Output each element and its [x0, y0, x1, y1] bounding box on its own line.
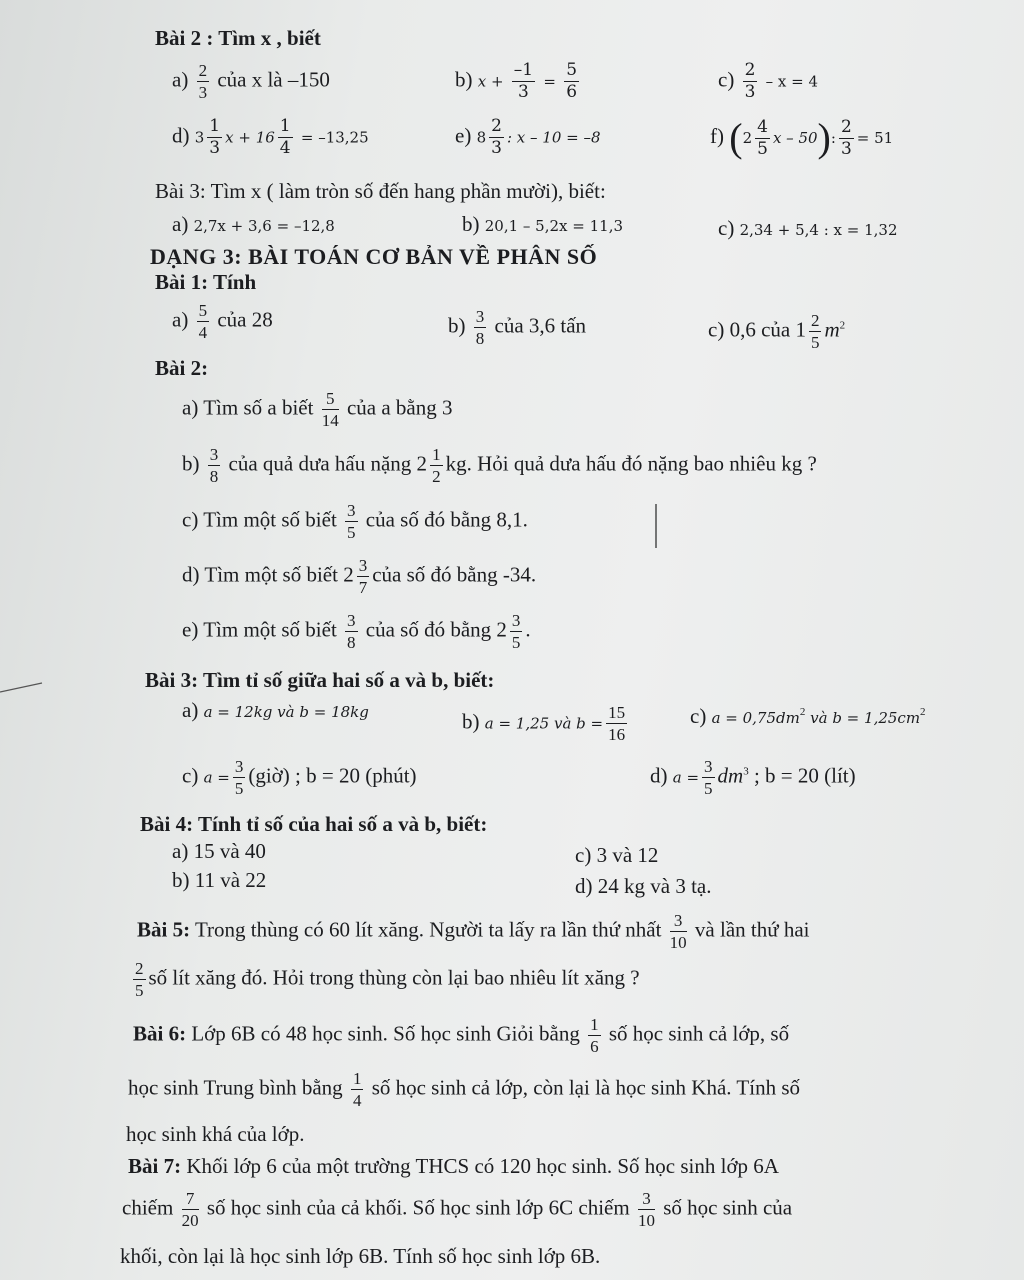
- fraction: $\frac{15}{16}$: [608, 703, 626, 744]
- item-text: của 3,6 tấn: [494, 313, 587, 338]
- fraction: $\frac{5}{14}$: [321, 389, 339, 430]
- math-text: a = 1,25 và b =: [484, 714, 604, 733]
- item-label: f): [710, 123, 724, 148]
- ex2-a: [172, 62, 330, 101]
- item-text: số học sinh cả lớp, còn lại là học sinh Khá. Tính số: [371, 1075, 801, 1100]
- exponent: 2: [839, 319, 846, 332]
- math-text: a =: [203, 768, 230, 787]
- item-label: c): [718, 67, 735, 92]
- math-text: : x – 10 = –8: [506, 128, 601, 147]
- math-text: = 51: [856, 128, 894, 147]
- t2-title: Bài 2:: [155, 356, 209, 380]
- fraction: $\frac{1}{2}$: [432, 445, 441, 486]
- item-text: số lít xăng đó. Hỏi trong thùng còn lại bao nhiêu lít xăng ?: [148, 965, 640, 990]
- item-text: .: [525, 617, 531, 642]
- t7-line-1: [128, 1156, 779, 1177]
- exercise-head: Bài 5:: [137, 917, 191, 942]
- item-label: c): [718, 216, 735, 240]
- math-text: x +: [477, 72, 504, 91]
- exercise-head: Bài 6:: [133, 1021, 187, 1046]
- item-label: d): [182, 562, 200, 587]
- item-text: kg. Hỏi quả dưa hấu đó nặng bao nhiêu kg ?: [445, 451, 817, 476]
- math-text: = –13,25: [300, 128, 369, 147]
- ex2-b: [455, 62, 582, 101]
- t1-c: [708, 312, 845, 351]
- fraction: $\frac{1}{4}$: [352, 1069, 362, 1110]
- item-label: b): [455, 67, 473, 92]
- item-label: b): [462, 212, 480, 236]
- t3-title: Bài 3: Tìm tỉ số giữa hai số a và b, biết:: [145, 668, 495, 692]
- fraction: $\frac{3}{10}$: [669, 911, 687, 952]
- fraction: $\frac{2}{3}$: [491, 116, 502, 158]
- section-heading: DẠNG 3: BÀI TOÁN CƠ BẢN VỀ PHÂN SỐ: [150, 244, 598, 269]
- fraction: $\frac{7}{20}$: [181, 1189, 199, 1230]
- item-label: c): [690, 704, 707, 728]
- t2-a: [182, 390, 452, 429]
- item-text: (giờ) ; b = 20 (phút): [248, 763, 417, 788]
- fraction: $\frac{3}{5}$: [234, 757, 244, 798]
- item-label: d): [650, 763, 668, 788]
- fraction: $\frac{3}{8}$: [347, 611, 356, 652]
- exponent: 3: [743, 765, 749, 778]
- exponent: 2: [920, 706, 926, 718]
- t4-c: c) 3 và 12: [575, 843, 659, 867]
- item-label: a): [182, 698, 199, 722]
- item-text: của a bằng 3: [346, 395, 453, 420]
- exercise-head: Bài 7:: [128, 1154, 182, 1178]
- t3-b: [462, 704, 630, 743]
- item-text: học sinh Trung bình bằng: [128, 1075, 343, 1100]
- item-text: ; b = 20 (lít): [748, 763, 856, 788]
- ex2-d: [172, 118, 369, 157]
- item-text: chiếm: [122, 1195, 174, 1220]
- item-label: b): [182, 451, 200, 476]
- item-text: Khối lớp 6 của một trường THCS có 120 học sinh. Số học sinh lớp 6A: [186, 1154, 779, 1178]
- item-text: và lần thứ hai: [694, 917, 810, 942]
- fraction: $\frac{1}{3}$: [209, 116, 221, 158]
- t3-d: [650, 758, 856, 797]
- item-text: của 28: [217, 307, 273, 332]
- ex3-a: [172, 214, 335, 235]
- math-text: x – 50: [772, 128, 818, 147]
- t6-line-2: [128, 1070, 800, 1109]
- unit: m: [824, 317, 840, 342]
- item-text: của số đó bằng 8,1.: [365, 507, 528, 532]
- t6-line-3: học sinh khá của lớp.: [126, 1122, 305, 1146]
- item-text: Lớp 6B có 48 học sinh. Số học sinh Giỏi bằng: [191, 1021, 580, 1046]
- math-text: 2,7x + 3,6 = –12,8: [193, 217, 335, 235]
- t5-line-2: [130, 960, 640, 999]
- item-label: a): [172, 67, 189, 92]
- t2-c: [182, 502, 528, 541]
- math-text: 2: [742, 128, 753, 147]
- fraction: $\frac{2}{3}$: [840, 116, 852, 159]
- fraction: $\frac{2}{5}$: [135, 959, 144, 1000]
- item-label: c): [182, 507, 199, 532]
- item-label: e): [182, 617, 199, 642]
- item-label: a): [172, 212, 189, 236]
- t4-a: a) 15 và 40: [172, 839, 266, 863]
- t1-title: Bài 1: Tính: [155, 270, 257, 294]
- t4-d: d) 24 kg và 3 tạ.: [575, 874, 712, 898]
- ex2-c: [718, 62, 818, 101]
- item-text: số học sinh của: [663, 1195, 793, 1220]
- item-text: 0,6 của 1: [729, 317, 806, 342]
- item-label: e): [455, 123, 472, 148]
- math-text: a =: [672, 768, 700, 787]
- item-text: Tìm một số biết 2: [204, 562, 354, 587]
- item-text: của số đó bằng 2: [365, 617, 507, 642]
- item-text: Tìm một số biết: [203, 617, 337, 642]
- unit: dm: [717, 763, 744, 788]
- t4-title: Bài 4: Tính tỉ số của hai số a và b, biết:: [140, 812, 488, 836]
- math-text: 20,1 – 5,2x = 11,3: [484, 217, 624, 235]
- fraction: $\frac{3}{5}$: [347, 501, 356, 542]
- ex2-f: [710, 115, 894, 160]
- item-label: c): [182, 763, 199, 788]
- exercise-2-title: Bài 2 : Tìm x , biết: [155, 26, 321, 50]
- t2-d: [182, 557, 536, 596]
- t7-line-2: [122, 1190, 792, 1229]
- left-paren: (: [729, 115, 743, 160]
- item-text: số học sinh cả lớp, số: [608, 1021, 790, 1046]
- ex2-e: [455, 118, 601, 157]
- ex3-b: [462, 214, 623, 235]
- math-text: và b = 1,25cm: [805, 709, 921, 727]
- fraction: $\frac{3}{5}$: [511, 611, 521, 652]
- math-text: 2,34 + 5,4 : x = 1,32: [739, 221, 898, 239]
- ex3-c: [718, 218, 898, 239]
- t3-a: [182, 700, 369, 721]
- t2-e: [182, 612, 531, 651]
- fraction: $\frac{5}{6}$: [566, 60, 578, 102]
- math-text: :: [830, 128, 836, 147]
- item-text: của số đó bằng -34.: [372, 562, 537, 587]
- t7-line-3: khối, còn lại là học sinh lớp 6B. Tính số học sinh lớp 6B.: [120, 1244, 601, 1268]
- t1-b: [448, 308, 586, 347]
- item-text: của x là –150: [217, 67, 330, 92]
- fraction: $\frac{4}{5}$: [757, 116, 768, 159]
- math-text: 3: [194, 128, 205, 147]
- item-label: a): [172, 307, 189, 332]
- fraction: $\frac{2}{3}$: [744, 60, 756, 102]
- item-label: b): [462, 709, 480, 734]
- item-label: d): [172, 123, 190, 148]
- math-text: a = 12kg và b = 18kg: [203, 703, 369, 721]
- t6-line-1: [133, 1016, 789, 1055]
- math-text: 8: [476, 128, 487, 147]
- t1-a: [172, 302, 273, 341]
- item-label: b): [448, 313, 466, 338]
- math-text: x + 16: [225, 128, 275, 147]
- right-paren: ): [817, 115, 831, 160]
- fraction: $\frac{-1}{3}$: [513, 60, 534, 102]
- fraction: $\frac{3}{7}$: [358, 556, 368, 597]
- fraction: $\frac{3}{8}$: [209, 445, 219, 486]
- math-text: a = 0,75dm: [711, 709, 800, 727]
- t4-b: b) 11 và 22: [172, 868, 267, 892]
- fraction: $\frac{2}{3}$: [198, 61, 208, 102]
- fraction: $\frac{3}{10}$: [637, 1189, 655, 1230]
- exercise-3-title: Bài 3: Tìm x ( làm tròn số đến hang phần mười), biết:: [155, 179, 606, 203]
- exponent: 2: [799, 706, 806, 718]
- fraction: $\frac{5}{4}$: [198, 301, 208, 342]
- item-label: a): [182, 395, 199, 420]
- item-text: Trong thùng có 60 lít xăng. Người ta lấy ra lần thứ nhất: [194, 917, 662, 942]
- item-text: của quả dưa hấu nặng 2: [228, 451, 428, 476]
- item-text: số học sinh của cả khối. Số học sinh lớp 6C chiếm: [206, 1195, 630, 1220]
- fraction: $\frac{2}{5}$: [810, 311, 820, 352]
- item-text: Tìm số a biết: [203, 395, 314, 420]
- item-label: c): [708, 317, 725, 342]
- t3-c2: [182, 758, 417, 797]
- fraction: $\frac{3}{5}$: [704, 757, 713, 798]
- item-text: Tìm một số biết: [203, 507, 337, 532]
- math-text: =: [543, 72, 556, 91]
- t5-line-1: [137, 912, 810, 951]
- fraction: $\frac{3}{8}$: [475, 307, 485, 348]
- t3-c: [690, 706, 926, 727]
- math-text: – x = 4: [765, 72, 819, 91]
- fraction: $\frac{1}{4}$: [279, 116, 291, 158]
- fraction: $\frac{1}{6}$: [590, 1015, 599, 1056]
- t2-b: [182, 446, 817, 485]
